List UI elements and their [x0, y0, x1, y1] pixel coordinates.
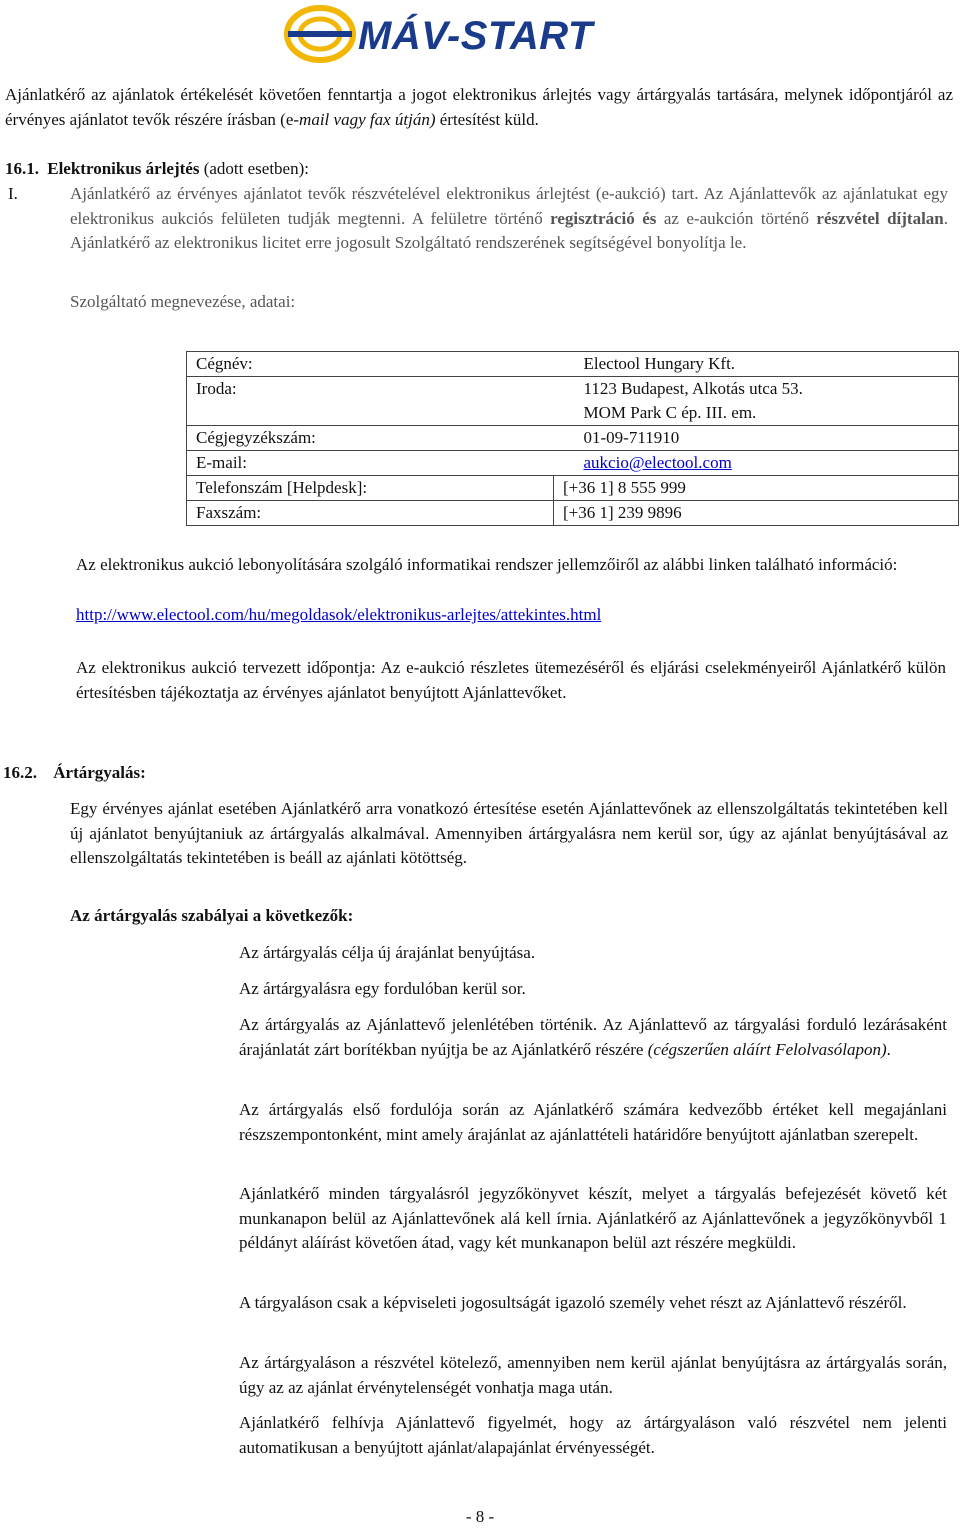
- table-row: [187, 476, 959, 501]
- table-row: [187, 352, 959, 377]
- rule-item: Az ártárgyalás első fordulója során az Ajánlatkérő számára kedvezőbb értéket kell megajánlani részszempontonként, mint amely árajánlat az ajánlattételi határidőre benyújtott ajánlatban szerepelt.: [239, 1100, 947, 1144]
- table-row: [187, 426, 959, 451]
- section-16-1-heading: 16.1. Elektronikus árlejtés (adott esetben):: [5, 159, 309, 178]
- table-row: [187, 501, 959, 526]
- table-value: 01-09-711910: [554, 426, 959, 451]
- table-key: E-mail:: [187, 451, 554, 476]
- table-key: Faxszám:: [187, 501, 554, 526]
- rule-item: Az ártárgyalás célja új árajánlat benyújtása.: [239, 943, 536, 962]
- rules-title: Az ártárgyalás szabályai a következők:: [70, 906, 354, 925]
- table-row: [187, 451, 959, 476]
- table-value: Electool Hungary Kft.: [554, 352, 959, 377]
- rule-item: Ajánlatkérő felhívja Ajánlattevő figyelmét, hogy az ártárgyaláson való részvétel nem jelenti automatikusan a benyújtott ajánlat/alapajánlat érvényességét.: [239, 1413, 947, 1457]
- electool-link[interactable]: http://www.electool.com/hu/megoldasok/elektronikus-arlejtes/attekintes.html: [76, 605, 602, 624]
- logo-emblem-icon: [284, 4, 356, 64]
- auction-date-paragraph: Az elektronikus aukció tervezett időpontja: Az e-aukció részletes ütemezéséről és eljárási cselekményeiről Ajánlatkérő külön értesítésben tájékoztatja az érvényes ajánlatot benyújtott Ajánlattevőket.: [76, 658, 946, 702]
- rule-item: Ajánlatkérő minden tárgyalásról jegyzőkönyvet készít, melyet a tárgyalás befejezését követő két munkanapon belül az Ajánlattevőnek alá kell írnia. Ajánlatkérő az Ajánlattevőnek a jegyzőkönyvből 1 példányt aláírást követően átad, vagy két munkanapon belül azt részére megküldi.: [239, 1184, 947, 1252]
- table-value: [+36 1] 239 9896: [554, 501, 959, 526]
- provider-label: Szolgáltató megnevezése, adatai:: [70, 292, 296, 311]
- mav-start-logo: [284, 4, 629, 64]
- rule-item: A tárgyaláson csak a képviseleti jogosultságát igazoló személy vehet részt az Ajánlattevő részéről.: [239, 1293, 907, 1312]
- provider-table: [186, 351, 959, 526]
- email-link[interactable]: aukcio@electool.com: [583, 453, 732, 472]
- logo-text: MÁV-START: [358, 14, 593, 58]
- price-negotiation-paragraph: Egy érvényes ajánlat esetében Ajánlatkérő arra vonatkozó értesítése esetén Ajánlattevőnek az ellenszolgáltatás tekintetében kell új ajánlatot benyújtaniuk az ártárgyalás alkalmával. Amennyiben ártárgyalásra nem kerül sor, úgy az ajánlat benyújtásával az ellenszolgáltatás tekintetében is beáll az ajánlati kötöttség.: [70, 799, 948, 867]
- section-16-2-heading: 16.2. Ártárgyalás:: [3, 763, 146, 782]
- roman-numeral-i: I.: [8, 184, 18, 203]
- table-key: Iroda:: [187, 377, 554, 426]
- table-key: Telefonszám [Helpdesk]:: [187, 476, 554, 501]
- rule-item: Az ártárgyalás az Ajánlattevő jelenlétében történik. Az Ajánlattevő az tárgyalási forduló lezárásaként árajánlatát zárt borítékban nyújtja be az Ajánlatkérő részére (cégszerűen aláírt Felolvasólapon).: [239, 1015, 947, 1059]
- e-auction-paragraph: Ajánlatkérő az érvényes ajánlatot tevők részvételével elektronikus árlejtést (e-aukció) tart. Az Ajánlattevők az ajánlatukat egy elektronikus aukciós felületen tudják megtenni. A felületre történő regisztráció és az e-aukción történő részvétel díjtalan. Ajánlatkérő az elektronikus licitet erre jogosult Szolgáltató rendszerének segítségével bonyolítja le.: [70, 184, 949, 252]
- table-key: Cégjegyzékszám:: [187, 426, 554, 451]
- intro-paragraph: Ajánlatkérő az ajánlatok értékelését követően fenntartja a jogot elektronikus árlejtés vagy ártárgyalás tartására, melynek időpontjáról az érvényes ajánlatot tevők részére írásban (e-mail vagy fax útján) értesítést küld.: [5, 85, 953, 129]
- table-value: 1123 Budapest, Alkotás utca 53. MOM Park C ép. III. em.: [554, 377, 959, 426]
- table-value: [+36 1] 8 555 999: [554, 476, 959, 501]
- table-key: Cégnév:: [187, 352, 554, 377]
- page-number: - 8 -: [465, 1507, 495, 1526]
- rule-item: Az ártárgyalásra egy fordulóban kerül sor.: [239, 979, 526, 998]
- system-info-paragraph: Az elektronikus aukció lebonyolítására szolgáló informatikai rendszer jellemzőiről az alábbi linken található információ:: [76, 555, 898, 574]
- rule-item: Az ártárgyaláson a részvétel kötelező, amennyiben nem kerül ajánlat benyújtásra az ártárgyalás során, úgy az az ajánlat érvénytelenségét vonhatja maga után.: [239, 1353, 947, 1397]
- table-row: [187, 377, 959, 426]
